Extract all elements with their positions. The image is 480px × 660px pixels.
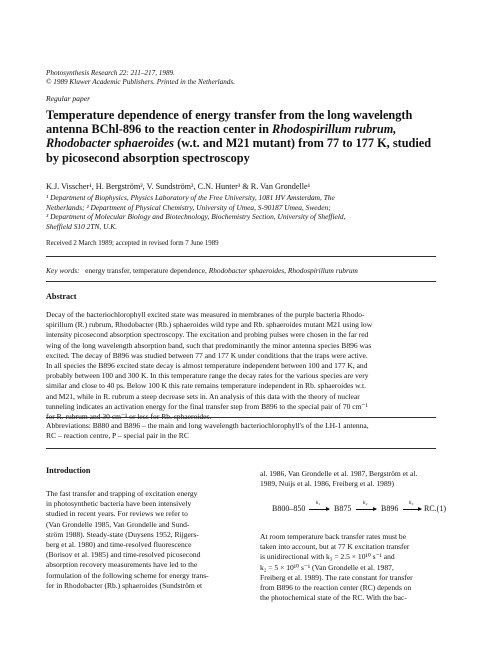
journal-citation xyxy=(46,69,235,87)
intro-line: formulation of the following scheme for energy trans- xyxy=(46,570,209,580)
abbreviations xyxy=(46,421,438,441)
affiliation-line: ³ Department of Molecular Biology and Biotechnology, Biochemistry Section, University of Sheffield, xyxy=(46,212,346,222)
paper-type: Regular paper xyxy=(46,94,91,103)
keyword-italic-2: Rhodospirillum rubrum xyxy=(287,266,358,275)
affiliation-line: Sheffield S10 2TN, U.K. xyxy=(46,221,118,231)
intro-line: al. 1986, Van Grondelle et al. 1987, Bergström et al. xyxy=(260,469,418,478)
energy-transfer-scheme xyxy=(272,500,446,520)
scheme-equation-number: (1) xyxy=(436,504,446,513)
received-date: Received 2 March 1989; accepted in revised form 7 June 1989 xyxy=(46,240,219,247)
abstract-line: excited. The decay of B896 was studied between 77 and 177 K under conditions that the traps were active. xyxy=(46,350,368,360)
abbreviations-line: Abbreviations: B880 and B896 – the main and long wavelength bacteriochlorophyll's of the LH-1 antenna, xyxy=(46,421,369,430)
abstract-line: spirillum (R.) rubrum, Rhodobacter (Rb.) sphaeroides wild type and Rb. sphaeroides mutant M21 using low xyxy=(46,320,373,330)
title-line-3 xyxy=(46,136,442,150)
affiliation-line: Netherlands; ² Department of Physical Chemistry, University of Umea, S-90187 Umea, Sweden; xyxy=(46,202,331,212)
keyword-italic-1: Rhodobacter sphaeroides xyxy=(208,266,285,275)
scheme-species-4: RC. xyxy=(424,504,437,513)
abstract-line: wing of the long wavelength absorption band, such that predominantly the minor antenna species B896 was xyxy=(46,340,372,350)
abbreviations-line: RC – reaction centre, P – special pair in the RC xyxy=(46,431,189,440)
intro-line: fer in Rhodobacter (Rb.) sphaeroides (Sundström et xyxy=(46,580,203,590)
intro-line: Freiberg et al. 1989). The rate constant for transfer xyxy=(260,572,413,582)
affiliation-line: ¹ Department of Biophysics, Physics Laboratory of the Free University, 1081 HV Amsterdam, The xyxy=(46,193,335,202)
intro-line: studied in recent years. For reviews we refer to xyxy=(46,509,188,519)
intro-line: the photochemical state of the RC. With the bac- xyxy=(260,593,407,603)
scheme-arrow-2 xyxy=(356,509,376,510)
divider-keywords xyxy=(46,281,436,282)
abstract-line: Decay of the bacteriochlorophyll excited state was measured in membranes of the purple bacteria Rhodo- xyxy=(46,310,365,319)
keywords xyxy=(46,266,358,275)
scheme-rate-2: k₂ xyxy=(363,500,368,506)
intro-line: is unidirectional with k₃ = 2.5 × 10¹⁰ s⁻¹ and xyxy=(260,552,395,562)
intro-line: taken into account, but at 77 K excitation transfer xyxy=(260,542,410,552)
intro-line: berg et al. 1980) and time-resolved fluorescence xyxy=(46,540,192,550)
intro-line: in photosynthetic bacteria have been intensively xyxy=(46,499,192,509)
keywords-label: Key words: xyxy=(46,266,80,275)
abstract-line: In all species the B896 excited state decay is almost temperature independent between 100 and 177 K, and xyxy=(46,361,368,371)
abstract-heading: Abstract xyxy=(46,292,77,301)
intro-line: At room temperature back transfer rates must be xyxy=(260,532,407,541)
scheme-species-3: B896 xyxy=(381,504,399,513)
intro-line: The fast transfer and trapping of excitation energy xyxy=(46,489,198,498)
introduction-right-column-top xyxy=(260,469,446,489)
title-line-1: Temperature dependence of energy transfer from the long wavelength xyxy=(46,108,413,122)
journal-line-2: © 1989 Kluwer Academic Publishers. Printed in the Netherlands. xyxy=(46,78,235,86)
title-line-2 xyxy=(46,122,442,136)
intro-line: (Borisov et al. 1985) and time-resolved picosecond xyxy=(46,550,201,560)
introduction-right-column-bottom xyxy=(260,532,446,603)
abstract-body xyxy=(46,310,438,422)
keywords-plain: energy transfer, temperature dependence, xyxy=(85,266,209,275)
abstract-line: and M21, while in R. rubrum a steep decrease sets in. An analysis of this data with the theory of nuclear xyxy=(46,391,360,401)
scheme-arrow-1 xyxy=(309,509,329,510)
journal-line-1: Photosynthesis Research 22: 211–217, 1989. xyxy=(46,69,175,77)
scheme-rate-3: k₃ xyxy=(409,500,414,506)
scheme-species-2: B875 xyxy=(334,504,352,513)
scheme-rate-1: k₁ xyxy=(316,500,321,506)
intro-line: absorption recovery measurements have led to the xyxy=(46,560,198,570)
affiliations xyxy=(46,193,438,231)
scheme-species-1: B800–850 xyxy=(272,504,306,513)
intro-line: k₂ = 5 × 10¹⁰ s⁻¹ (Van Grondelle et al. 1987, xyxy=(260,562,394,572)
intro-line: (Van Grondelle 1985, Van Grondelle and Sund- xyxy=(46,519,190,529)
abstract-line: probably between 100 and 300 K. In this temperature range the decay rates for the various species are very xyxy=(46,371,369,381)
introduction-heading: Introduction xyxy=(46,466,91,475)
title-line-3-plain: (w.t. and M21 mutant) from 77 to 177 K, studied xyxy=(174,136,432,151)
title-line-3-italic: Rhodobacter sphaeroides xyxy=(46,136,175,151)
introduction-left-column xyxy=(46,489,232,591)
abstract-line: for R. rubrum and 30 cm⁻¹ or less for Rb. sphaeroides. xyxy=(46,412,212,422)
intro-line: ström 1988). Steady-state (Duysens 1952, Rijgers- xyxy=(46,529,199,539)
title-line-2-plain: antenna BChl-896 to the reaction center in xyxy=(46,122,272,137)
intro-line: 1989, Nuijs et al. 1986, Freiberg et al. 1989) xyxy=(260,479,395,489)
paper-title xyxy=(46,108,442,165)
abstract-line: similar and close to 40 ps. Below 100 K this rate remains temperature independent in Rb. sphaeroides w.t. xyxy=(46,381,366,391)
scheme-arrow-3 xyxy=(403,509,421,510)
divider-top xyxy=(46,256,436,257)
title-line-2-italic: Rhodospirillum rubrum, xyxy=(272,122,397,137)
divider-abbreviations xyxy=(46,448,436,449)
authors: K.J. Visscher¹, H. Bergström², V. Sundström², C.N. Hunter³ & R. Van Grondelle¹ xyxy=(46,182,311,191)
intro-line: from B896 to the reaction center (RC) depends on xyxy=(260,583,412,593)
abstract-line: intensity picosecond absorption spectroscopy. The excitation and probing pulses were chosen in the far red xyxy=(46,330,369,340)
keywords-separator: , xyxy=(284,266,288,275)
divider-abstract xyxy=(46,417,436,418)
abstract-line: tunneling indicates an activation energy for the final transfer step from B896 to the special pair of 70 cm⁻¹ xyxy=(46,401,368,411)
title-line-4: by picosecond absorption spectroscopy xyxy=(46,150,250,165)
